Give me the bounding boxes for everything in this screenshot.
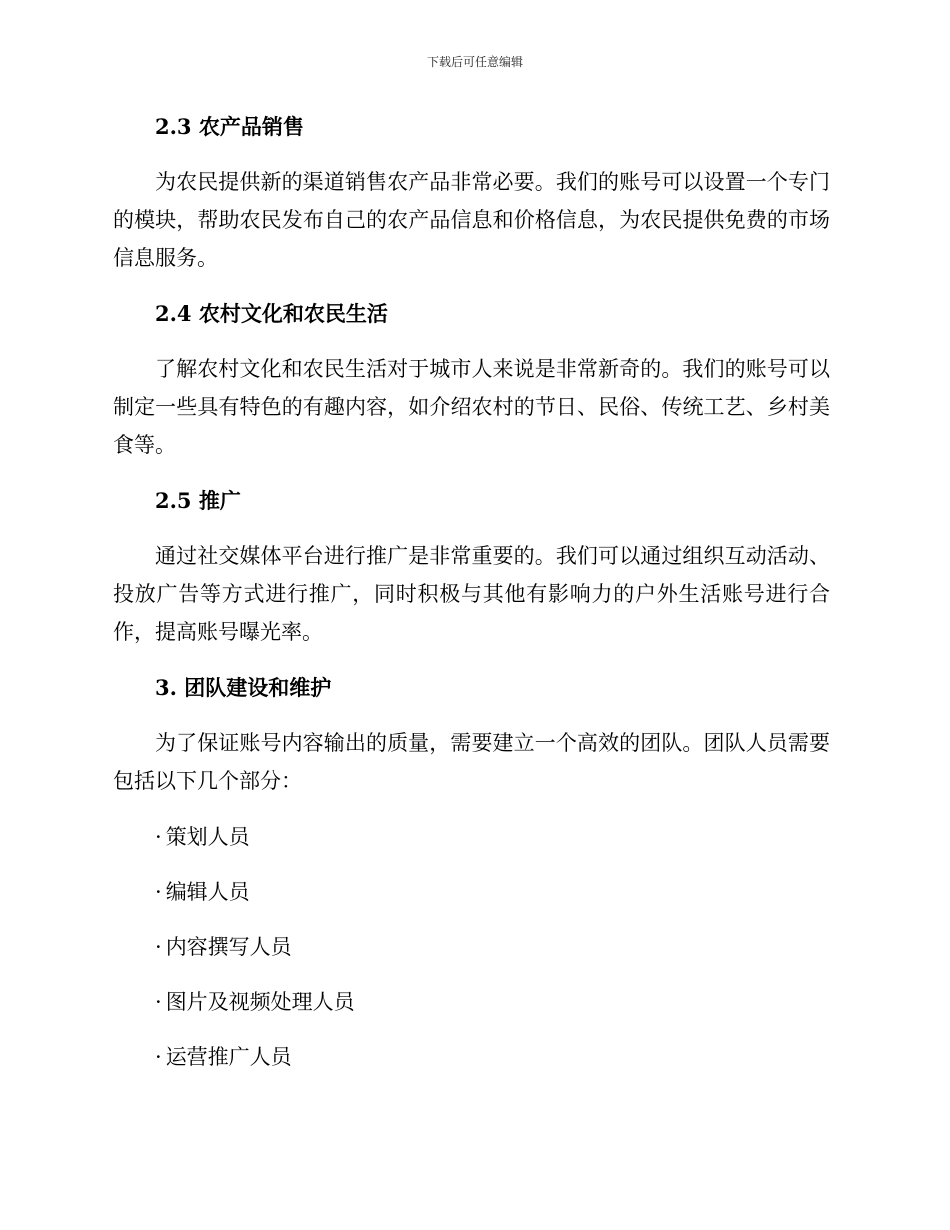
list-item [113, 873, 830, 911]
document-body [113, 108, 830, 1076]
section-heading-2-3: 2.3 农产品销售 [155, 114, 304, 139]
list-item-text: 图片及视频处理人员 [165, 990, 355, 1014]
section-paragraph-2-5: 通过社交媒体平台进行推广是非常重要的。我们可以通过组织互动活动、投放广告等方式进行推广，同时积极与其他有影响力的户外生活账号进行合作，提高账号曝光率。 [113, 544, 830, 644]
page-header: 下载后可任意编辑 [426, 55, 523, 69]
bullet-icon: · [155, 935, 162, 959]
list-item [113, 1038, 830, 1076]
list-item-text: 运营推广人员 [165, 1045, 292, 1069]
bullet-icon: · [155, 880, 162, 904]
list-item-text: 编辑人员 [165, 880, 250, 904]
section-paragraph-2-3: 为农民提供新的渠道销售农产品非常必要。我们的账号可以设置一个专门的模块，帮助农民发布自己的农产品信息和价格信息，为农民提供免费的市场信息服务。 [113, 170, 830, 270]
bullet-icon: · [155, 1045, 162, 1069]
bullet-icon: · [155, 990, 162, 1014]
section-heading-3: 3. 团队建设和维护 [155, 675, 332, 700]
list-item [113, 928, 830, 966]
list-item [113, 983, 830, 1021]
team-roles-list [113, 818, 830, 1076]
section-heading-2-4: 2.4 农村文化和农民生活 [155, 301, 388, 326]
section-paragraph-3: 为了保证账号内容输出的质量，需要建立一个高效的团队。团队人员需要包括以下几个部分： [113, 731, 830, 793]
section-heading-2-5: 2.5 推广 [155, 488, 241, 513]
bullet-icon: · [155, 825, 162, 849]
section-paragraph-2-4: 了解农村文化和农民生活对于城市人来说是非常新奇的。我们的账号可以制定一些具有特色的有趣内容，如介绍农村的节日、民俗、传统工艺、乡村美食等。 [113, 357, 830, 457]
list-item-text: 策划人员 [165, 825, 250, 849]
list-item-text: 内容撰写人员 [165, 935, 292, 959]
list-item [113, 818, 830, 856]
